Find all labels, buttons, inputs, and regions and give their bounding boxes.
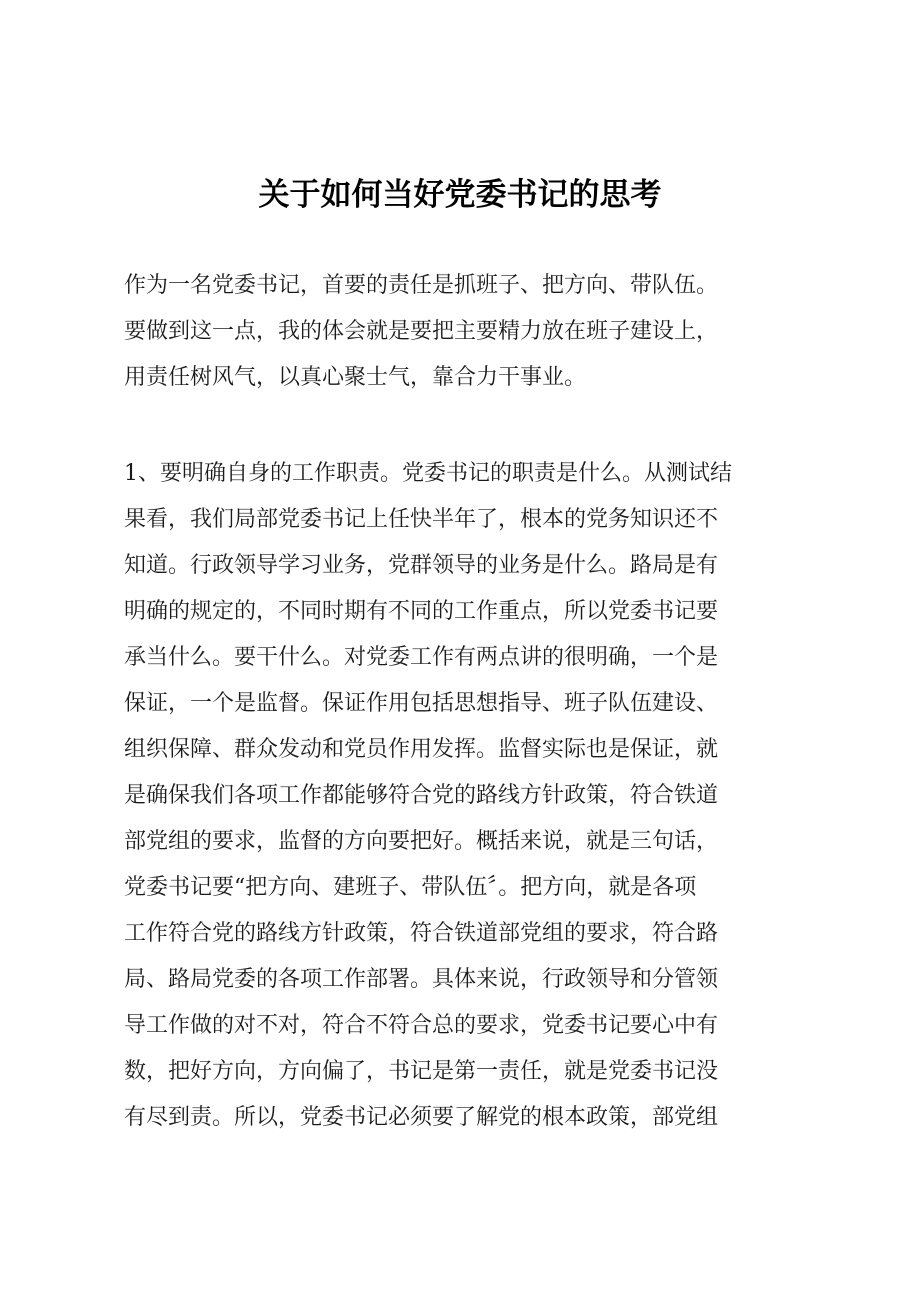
paragraph-line: 作为一名党委书记，首要的责任是抓班子、把方向、带队伍。 xyxy=(124,273,719,298)
paragraph-line: 党委书记要“把方向、建班子、带队伍〞。把方向，就是各项 xyxy=(124,875,697,900)
paragraph-line: 数，把好方向，方向偏了，书记是第一责任，就是党委书记没 xyxy=(124,1059,719,1084)
paragraph-line: 承当什么。要干什么。对党委工作有两点讲的很明确，一个是 xyxy=(124,645,719,670)
paragraph-line: 部党组的要求，监督的方向要把好。概括来说，就是三句话， xyxy=(124,829,719,854)
paragraph-line: 明确的规定的，不同时期有不同的工作重点，所以党委书记要 xyxy=(124,599,719,624)
paragraph-line: 是确保我们各项工作都能够符合党的路线方针政策，符合铁道 xyxy=(124,783,719,808)
section-1-paragraph xyxy=(124,451,804,1141)
paragraph-line: 有尽到责。所以，党委书记必须要了解党的根本政策，部党组 xyxy=(124,1105,719,1130)
paragraph-line: 导工作做的对不对，符合不符合总的要求，党委书记要心中有 xyxy=(124,1013,719,1038)
paragraph-line: 用责任树风气，以真心聚士气，靠合力干事业。 xyxy=(124,365,587,390)
document-title: 关于如何当好党委书记的思考 xyxy=(258,177,662,213)
intro-paragraph xyxy=(124,263,804,401)
paragraph-line: 知道。行政领导学习业务，党群领导的业务是什么。路局是有 xyxy=(124,553,719,578)
paragraph-line: 组织保障、群众发动和党员作用发挥。监督实际也是保证，就 xyxy=(124,737,719,762)
paragraph-line: 局、路局党委的各项工作部署。具体来说，行政领导和分管领 xyxy=(124,967,719,992)
paragraph-line: 果看，我们局部党委书记上任快半年了，根本的党务知识还不 xyxy=(124,507,719,532)
paragraph-line: 保证，一个是监督。保证作用包括思想指导、班子队伍建设、 xyxy=(124,691,719,716)
paragraph-line: 1、要明确自身的工作职责。党委书记的职责是什么。从测试结 xyxy=(124,461,732,486)
paragraph-line: 要做到这一点，我的体会就是要把主要精力放在班子建设上， xyxy=(124,319,719,344)
paragraph-line: 工作符合党的路线方针政策，符合铁道部党组的要求，符合路 xyxy=(124,921,719,946)
